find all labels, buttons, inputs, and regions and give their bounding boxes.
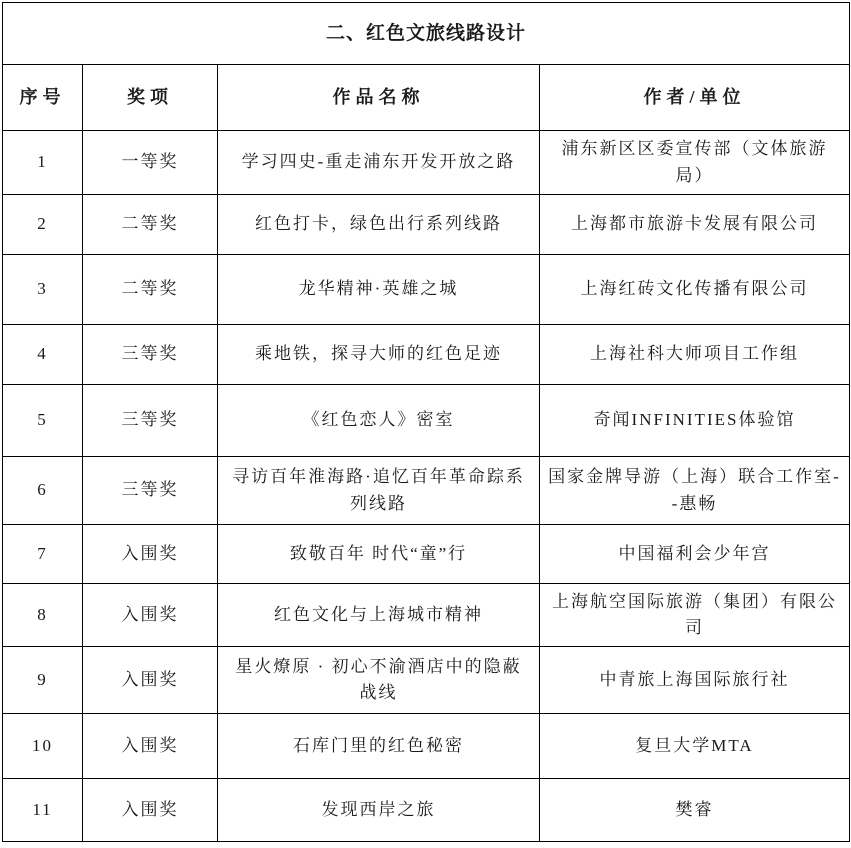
- cell-work-title: 龙华精神·英雄之城: [218, 255, 540, 325]
- cell-author-unit: 国家金牌导游（上海）联合工作室--惠畅: [540, 457, 850, 525]
- cell-author-unit: 浦东新区区委宣传部（文体旅游局）: [540, 131, 850, 195]
- cell-serial: 1: [3, 131, 83, 195]
- cell-work-title: 石库门里的红色秘密: [218, 714, 540, 779]
- cell-award: 三等奖: [83, 457, 218, 525]
- cell-author-unit: 上海红砖文化传播有限公司: [540, 255, 850, 325]
- cell-serial: 7: [3, 525, 83, 584]
- cell-award: 二等奖: [83, 255, 218, 325]
- table-row: [3, 457, 850, 525]
- table-row: [3, 195, 850, 255]
- cell-serial: 10: [3, 714, 83, 779]
- cell-author-unit: 樊睿: [540, 779, 850, 842]
- header-work-title: 作品名称: [218, 65, 540, 131]
- table-row: [3, 647, 850, 714]
- section-title: 二、红色文旅线路设计: [3, 3, 850, 65]
- cell-work-title: 寻访百年淮海路·追忆百年革命踪系列线路: [218, 457, 540, 525]
- cell-work-title: 《红色恋人》密室: [218, 385, 540, 457]
- cell-author-unit: 上海社科大师项目工作组: [540, 325, 850, 385]
- table-header-row: [3, 65, 850, 131]
- cell-award: 入围奖: [83, 714, 218, 779]
- cell-author-unit: 上海都市旅游卡发展有限公司: [540, 195, 850, 255]
- cell-serial: 6: [3, 457, 83, 525]
- cell-work-title: 发现西岸之旅: [218, 779, 540, 842]
- table-row: [3, 255, 850, 325]
- table-row: [3, 584, 850, 647]
- table-row: [3, 779, 850, 842]
- cell-award: 入围奖: [83, 525, 218, 584]
- cell-author-unit: 中国福利会少年宫: [540, 525, 850, 584]
- cell-award: 入围奖: [83, 779, 218, 842]
- header-award: 奖项: [83, 65, 218, 131]
- cell-work-title: 红色打卡，绿色出行系列线路: [218, 195, 540, 255]
- cell-work-title: 致敬百年 时代“童”行: [218, 525, 540, 584]
- cell-serial: 5: [3, 385, 83, 457]
- cell-author-unit: 奇闻INFINITIES体验馆: [540, 385, 850, 457]
- cell-serial: 11: [3, 779, 83, 842]
- table-title-row: [3, 3, 850, 65]
- cell-serial: 3: [3, 255, 83, 325]
- table-row: [3, 325, 850, 385]
- cell-author-unit: 上海航空国际旅游（集团）有限公司: [540, 584, 850, 647]
- cell-author-unit: 复旦大学MTA: [540, 714, 850, 779]
- cell-work-title: 红色文化与上海城市精神: [218, 584, 540, 647]
- cell-award: 入围奖: [83, 584, 218, 647]
- cell-award: 一等奖: [83, 131, 218, 195]
- table-row: [3, 131, 850, 195]
- cell-work-title: 学习四史-重走浦东开发开放之路: [218, 131, 540, 195]
- cell-work-title: 乘地铁，探寻大师的红色足迹: [218, 325, 540, 385]
- red-tourism-awards-table: [2, 2, 850, 842]
- cell-award: 二等奖: [83, 195, 218, 255]
- table-row: [3, 714, 850, 779]
- header-serial-number: 序号: [3, 65, 83, 131]
- cell-work-title: 星火燎原 · 初心不渝酒店中的隐蔽战线: [218, 647, 540, 714]
- table-row: [3, 385, 850, 457]
- cell-award: 三等奖: [83, 385, 218, 457]
- cell-author-unit: 中青旅上海国际旅行社: [540, 647, 850, 714]
- cell-serial: 8: [3, 584, 83, 647]
- header-author-unit: 作者/单位: [540, 65, 850, 131]
- cell-serial: 4: [3, 325, 83, 385]
- cell-award: 三等奖: [83, 325, 218, 385]
- cell-serial: 2: [3, 195, 83, 255]
- cell-serial: 9: [3, 647, 83, 714]
- table-row: [3, 525, 850, 584]
- cell-award: 入围奖: [83, 647, 218, 714]
